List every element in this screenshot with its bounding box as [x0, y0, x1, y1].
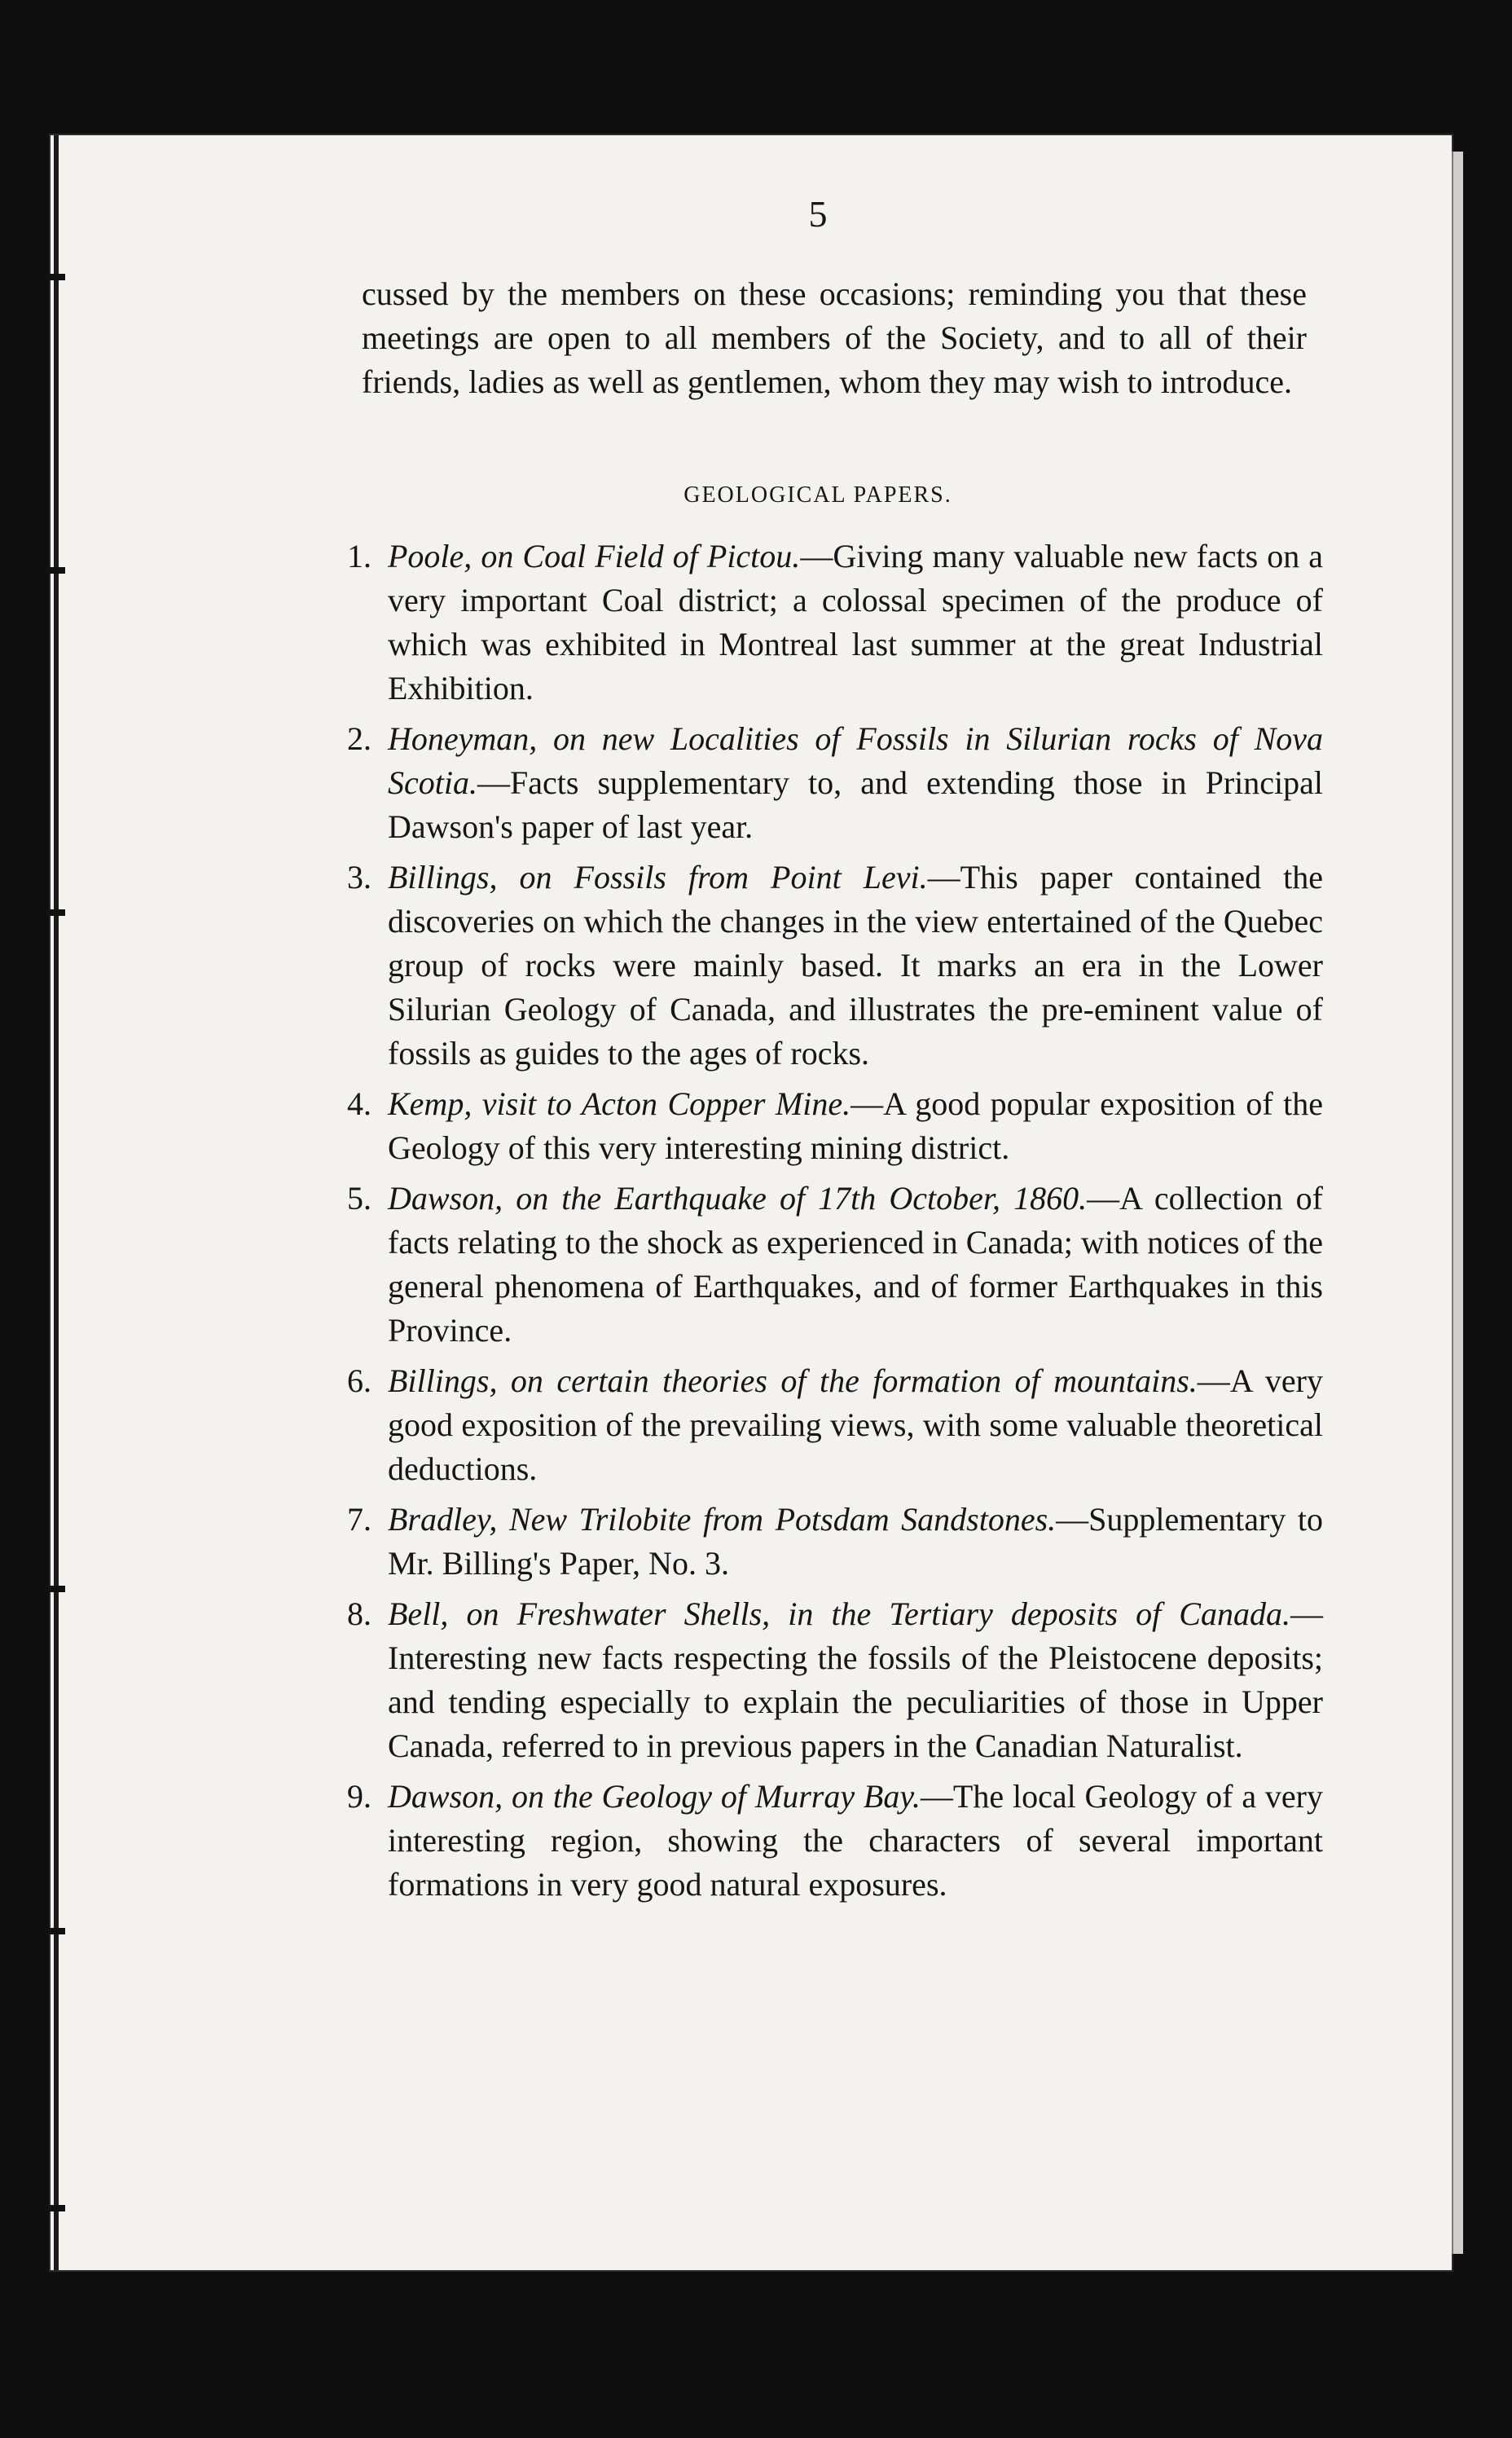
binding-mark — [46, 2205, 65, 2211]
binding-edge — [54, 135, 59, 2270]
paper-description: —This paper contained the discoveries on which the changes in the view entertained of the Quebec group of rocks were mainly based. It marks an era in the Lower Silurian Geology of Canada, and illustrates the pre-eminent value of fossils as guides to the ages of rocks. — [388, 859, 1324, 1072]
paper-title: Billings, on certain theories of the formation of mountains. — [388, 1362, 1198, 1399]
paper-description: —Supplementary to Mr. Billing's Paper, No. 3. — [388, 1501, 1324, 1582]
paper-title: Dawson, on the Earthquake of 17th October, 1860. — [388, 1180, 1088, 1217]
binding-mark — [46, 567, 65, 574]
intro-paragraph: cussed by the members on these occasions; reminding you that these meetings are open to all members of the Society, and to all of their friends, ladies as well as gentlemen, whom they may wish to introduce. — [362, 275, 1307, 400]
list-item — [313, 1359, 1323, 1491]
paper-description: —The local Geology of a very interesting region, showing the characters of several important formations in very good natural exposures. — [388, 1778, 1324, 1903]
paper-title: Bradley, New Trilobite from Potsdam Sandstones. — [388, 1501, 1057, 1538]
item-number: 4. — [347, 1085, 371, 1122]
paper-description: —A good popular exposition of the Geology of this very interesting mining district. — [388, 1085, 1324, 1166]
binding-mark — [46, 1928, 65, 1934]
list-item — [313, 1082, 1323, 1170]
item-number: 6. — [347, 1362, 371, 1399]
item-number: 1. — [347, 538, 371, 574]
paper-description: —Facts supplementary to, and extending those in Principal Dawson's paper of last year. — [388, 764, 1323, 845]
item-number: 5. — [347, 1180, 371, 1217]
item-number: 8. — [347, 1595, 371, 1632]
paper-title: Billings, on Fossils from Point Levi. — [388, 859, 928, 896]
page-number: 5 — [808, 193, 828, 235]
list-item — [313, 1177, 1323, 1353]
binding-mark — [46, 274, 65, 280]
list-item — [313, 535, 1323, 711]
section-heading: GEOLOGICAL PAPERS. — [683, 482, 952, 508]
item-number: 9. — [347, 1778, 371, 1815]
document-page — [51, 135, 1452, 2270]
list-item — [313, 1775, 1323, 1907]
papers-list — [313, 535, 1323, 1913]
item-number: 3. — [347, 859, 371, 896]
paper-description: —Giving many valuable new facts on a very important Coal district; a colossal specimen of the produce of which was exhibited in Montreal last summer at the great Industrial Exhibition. — [388, 538, 1323, 706]
binding-mark — [46, 909, 65, 916]
paper-description: —A very good exposition of the prevailing views, with some valuable theoretical deductions. — [388, 1362, 1324, 1487]
page-edge — [1452, 152, 1463, 2254]
item-number: 2. — [347, 720, 371, 757]
paper-title: Bell, on Freshwater Shells, in the Tertiary deposits of Canada. — [388, 1595, 1290, 1632]
list-item — [313, 856, 1323, 1076]
binding-mark — [46, 1586, 65, 1592]
paper-title: Kemp, visit to Acton Copper Mine. — [388, 1085, 851, 1122]
paper-title: Dawson, on the Geology of Murray Bay. — [388, 1778, 921, 1815]
list-item — [313, 717, 1323, 849]
paper-description: —A collection of facts relating to the shock as experienced in Canada; with notices of the general phenomena of Earthquakes, and of former Earthquakes in this Province. — [388, 1180, 1323, 1349]
list-item — [313, 1498, 1323, 1586]
paper-title: Poole, on Coal Field of Pictou. — [388, 538, 801, 574]
paper-title: Honeyman, on new Localities of Fossils in Silurian rocks of Nova Scotia. — [388, 720, 1323, 801]
paper-description: —Interesting new facts respecting the fossils of the Pleistocene deposits; and tending especially to explain the peculiarities of those in Upper Canada, referred to in previous papers in the Canadian Naturalist. — [388, 1595, 1323, 1764]
item-number: 7. — [347, 1501, 371, 1538]
list-item — [313, 1592, 1323, 1768]
